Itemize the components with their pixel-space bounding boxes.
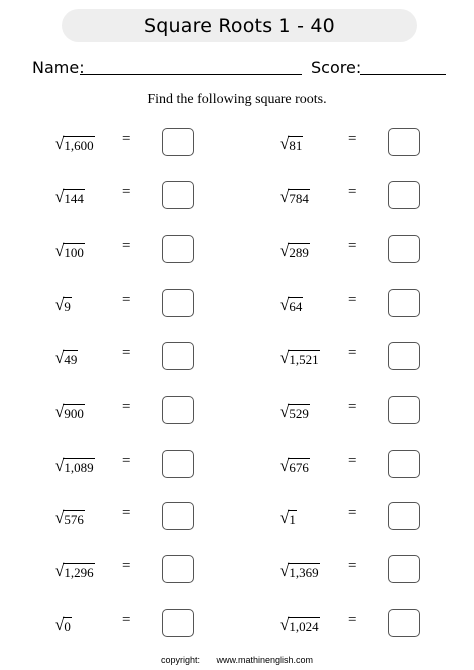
- equals-sign: =: [348, 612, 357, 628]
- name-score-row: [32, 56, 447, 80]
- problem-right-9: [0, 555, 474, 585]
- answer-box[interactable]: [388, 396, 420, 424]
- equals-sign: =: [122, 399, 131, 415]
- equals-sign: =: [348, 131, 357, 147]
- square-root-expression: [280, 291, 303, 315]
- equals-sign: =: [122, 184, 131, 200]
- equals-sign: =: [348, 558, 357, 574]
- square-root-expression: [280, 611, 320, 635]
- equals-sign: =: [122, 292, 131, 308]
- square-root-expression: [280, 344, 320, 368]
- radical-sign-icon: √: [280, 241, 290, 260]
- radical-sign-icon: √: [55, 508, 65, 527]
- copyright-label: copyright:: [160, 655, 200, 665]
- title-banner: [62, 9, 417, 42]
- radical-sign-icon: √: [55, 456, 65, 475]
- radical-sign-icon: √: [55, 187, 65, 206]
- answer-box[interactable]: [388, 342, 420, 370]
- equals-sign: =: [348, 345, 357, 361]
- radicand: 1: [289, 512, 296, 527]
- answer-box[interactable]: [388, 289, 420, 317]
- radicand: 0: [64, 619, 71, 634]
- radical-sign-icon: √: [280, 348, 290, 367]
- radicand: 1,600: [64, 138, 94, 153]
- answer-box[interactable]: [388, 181, 420, 209]
- score-field-line[interactable]: [360, 74, 446, 75]
- square-root-expression: [280, 398, 310, 422]
- square-root-expression: [280, 557, 320, 581]
- answer-box[interactable]: [388, 555, 420, 583]
- equals-sign: =: [348, 399, 357, 415]
- radical-sign-icon: √: [55, 561, 65, 580]
- radicand: 289: [289, 245, 309, 260]
- radicand: 49: [64, 352, 78, 367]
- equals-sign: =: [348, 184, 357, 200]
- radicand: 576: [64, 512, 84, 527]
- answer-box[interactable]: [388, 128, 420, 156]
- square-root-expression: [280, 452, 310, 476]
- radicand: 1,024: [289, 619, 319, 634]
- equals-sign: =: [122, 612, 131, 628]
- equals-sign: =: [348, 238, 357, 254]
- radicand: 784: [289, 191, 309, 206]
- radical-sign-icon: √: [55, 241, 65, 260]
- radicand: 900: [64, 406, 84, 421]
- answer-box[interactable]: [388, 502, 420, 530]
- radical-sign-icon: √: [55, 134, 65, 153]
- square-root-expression: [280, 504, 297, 528]
- radical-sign-icon: √: [280, 508, 290, 527]
- square-root-expression: [280, 130, 303, 154]
- problem-right-3: [0, 235, 474, 265]
- equals-sign: =: [122, 345, 131, 361]
- radicand: 1,296: [64, 565, 94, 580]
- answer-box[interactable]: [388, 450, 420, 478]
- problem-right-8: [0, 502, 474, 532]
- equals-sign: =: [122, 131, 131, 147]
- score-label: Score:: [311, 58, 362, 77]
- radical-sign-icon: √: [55, 295, 65, 314]
- radicand: 1,089: [64, 460, 94, 475]
- radical-sign-icon: √: [280, 402, 290, 421]
- copyright-site: www.mathinenglish.com: [216, 655, 314, 665]
- problem-right-5: [0, 342, 474, 372]
- problem-right-2: [0, 181, 474, 211]
- radical-sign-icon: √: [280, 456, 290, 475]
- radical-sign-icon: √: [280, 187, 290, 206]
- radicand: 1,521: [289, 352, 319, 367]
- equals-sign: =: [122, 238, 131, 254]
- answer-box[interactable]: [388, 235, 420, 263]
- square-root-expression: [280, 237, 310, 261]
- name-label: Name:: [32, 58, 85, 77]
- equals-sign: =: [122, 558, 131, 574]
- radicand: 100: [64, 245, 84, 260]
- instruction-text: Find the following square roots.: [147, 92, 327, 107]
- radical-sign-icon: √: [55, 402, 65, 421]
- radicand: 144: [64, 191, 84, 206]
- radical-sign-icon: √: [280, 561, 290, 580]
- radicand: 64: [289, 299, 303, 314]
- square-root-expression: [280, 183, 310, 207]
- problem-right-4: [0, 289, 474, 319]
- page-title: Square Roots 1 - 40: [144, 14, 335, 37]
- radical-sign-icon: √: [280, 295, 290, 314]
- radical-sign-icon: √: [55, 348, 65, 367]
- radicand: 9: [64, 299, 71, 314]
- problem-right-1: [0, 128, 474, 158]
- equals-sign: =: [348, 505, 357, 521]
- equals-sign: =: [122, 453, 131, 469]
- radical-sign-icon: √: [280, 134, 290, 153]
- radicand: 1,369: [289, 565, 319, 580]
- radicand: 676: [289, 460, 309, 475]
- equals-sign: =: [122, 505, 131, 521]
- answer-box[interactable]: [388, 609, 420, 637]
- radical-sign-icon: √: [55, 615, 65, 634]
- problem-right-7: [0, 450, 474, 480]
- radicand: 81: [289, 138, 303, 153]
- radical-sign-icon: √: [280, 615, 290, 634]
- problem-right-10: [0, 609, 474, 639]
- problem-right-6: [0, 396, 474, 426]
- equals-sign: =: [348, 453, 357, 469]
- radicand: 529: [289, 406, 309, 421]
- equals-sign: =: [348, 292, 357, 308]
- footer-copyright: [0, 655, 474, 665]
- name-field-line[interactable]: [80, 74, 302, 75]
